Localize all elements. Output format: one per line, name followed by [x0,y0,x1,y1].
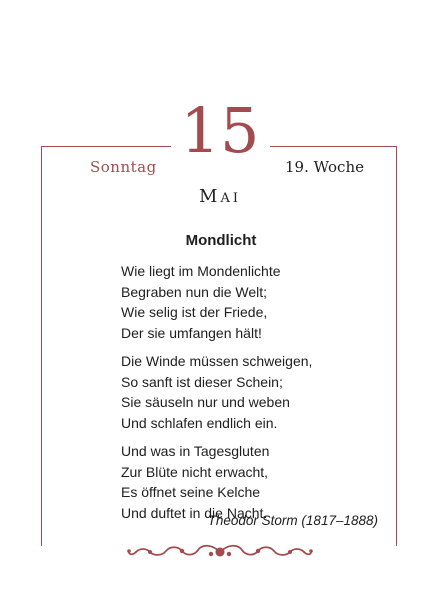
poem-line: Zur Blüte nicht erwacht, [121,463,269,480]
poem-line: Der sie umfangen hält! [121,324,262,341]
poem-line: So sanft ist dieser Schein; [121,373,283,390]
frame-right [396,146,397,546]
weekday: Sonntag [90,158,157,176]
poem-line: Es öffnet seine Kelche [121,484,261,500]
poem-line: Und duftet in die Nacht. [121,504,268,521]
poem-line: Wie selig ist der Friede, [121,304,268,320]
frame-left [41,146,42,546]
frame-top-left [41,146,171,147]
stanza-2 [121,351,391,433]
poem-line: Und was in Tagesgluten [121,443,270,459]
frame-top-right [270,146,397,147]
poem-title: Mondlicht [185,232,257,249]
poem-line: Begraben nun die Welt; [121,283,268,300]
poem-line: Wie liegt im Mondenlichte [121,263,281,279]
stanza-1 [121,261,391,343]
floral-ornament-icon [120,542,320,562]
poem-line: Die Winde müssen schweigen, [121,353,313,369]
week-number: 19. Woche [285,158,364,176]
poem-line: Sie säuseln nur und weben [121,394,290,410]
poem-author: Theodor Storm (1817–1888) [207,513,378,528]
month: Mai [199,186,241,207]
stanza-3 [121,441,391,523]
poem [121,232,391,531]
day-number: 15 [180,94,260,167]
poem-line: Und schlafen endlich ein. [121,414,278,431]
